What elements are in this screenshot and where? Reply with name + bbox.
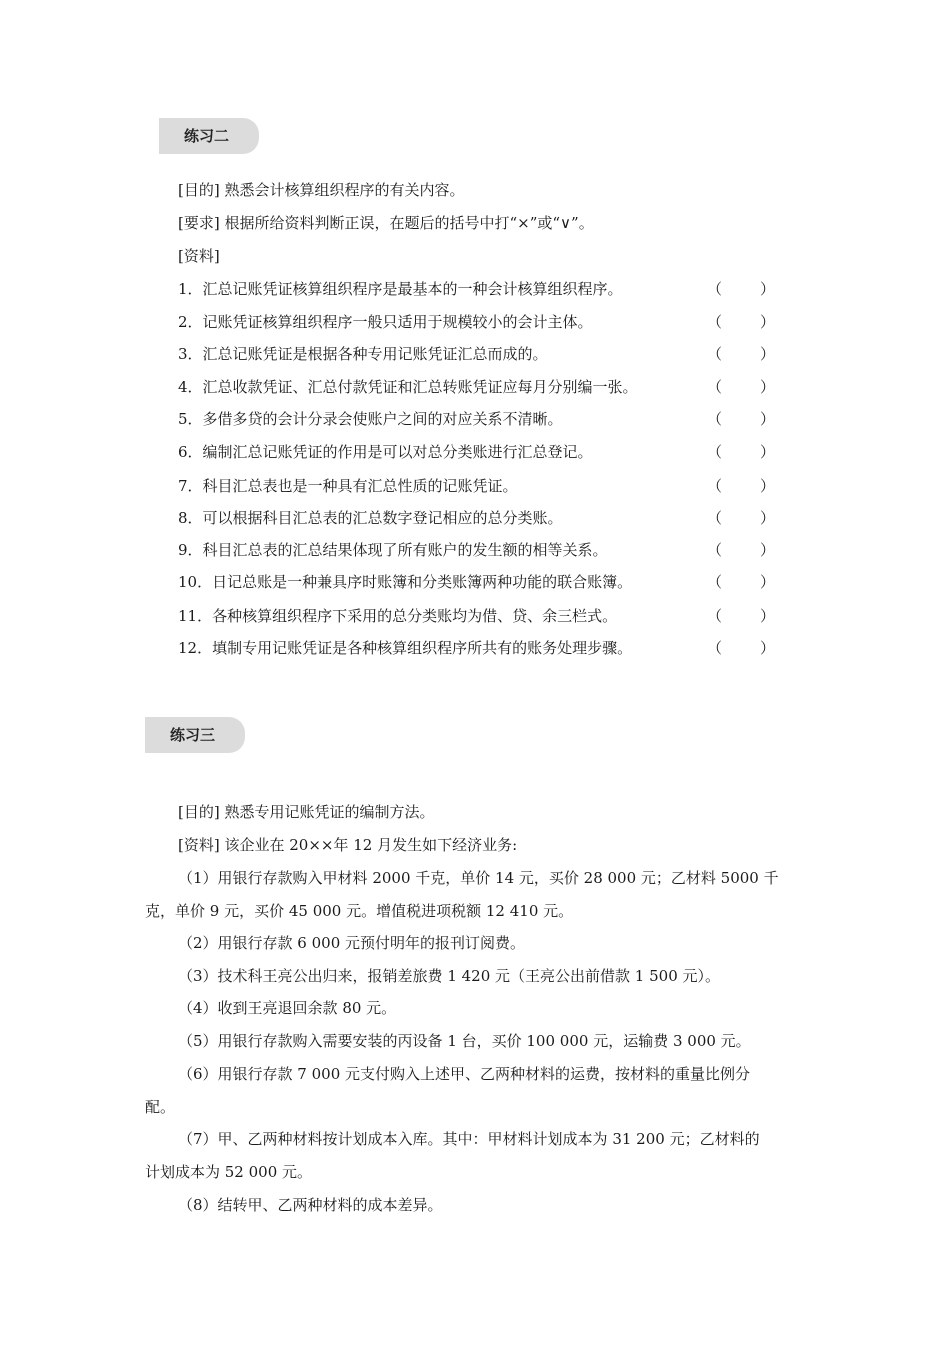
exercise-3-tab: 练习三 [145, 717, 245, 753]
answer-blank[interactable]: （ ） [707, 541, 776, 559]
answer-blank[interactable]: （ ） [707, 573, 776, 591]
answer-blank[interactable]: （ ） [707, 443, 776, 461]
answer-blank[interactable]: （ ） [707, 345, 776, 363]
exercise-2-materials-label: [资料] [178, 247, 220, 265]
list-item: 10．日记总账是一种兼具序时账簿和分类账簿两种功能的联合账簿。 [178, 573, 633, 591]
answer-blank[interactable]: （ ） [707, 378, 776, 396]
paragraph-line: （3）技术科王亮公出归来，报销差旅费 1 420 元（王亮公出前借款 1 500 元）。 [178, 967, 721, 985]
paragraph-line: （8）结转甲、乙两种材料的成本差异。 [178, 1196, 443, 1214]
paragraph-line: （7）甲、乙两种材料按计划成本入库。其中：甲材料计划成本为 31 200 元；乙材料的 [178, 1130, 760, 1148]
answer-blank[interactable]: （ ） [707, 280, 776, 298]
exercise-2-purpose: [目的] 熟悉会计核算组织程序的有关内容。 [178, 181, 465, 199]
paragraph-line: 配。 [145, 1098, 176, 1116]
exercise-2-tab: 练习二 [159, 118, 259, 154]
exercise-3-materials: [资料] 该企业在 20××年 12 月发生如下经济业务: [178, 836, 518, 854]
list-item: 4．汇总收款凭证、汇总付款凭证和汇总转账凭证应每月分别编一张。 [178, 378, 638, 396]
list-item: 9．科目汇总表的汇总结果体现了所有账户的发生额的相等关系。 [178, 541, 608, 559]
paragraph-line: （1）用银行存款购入甲材料 2000 千克，单价 14 元，买价 28 000 元；乙材料 5000 千 [178, 869, 779, 887]
paragraph-line: （6）用银行存款 7 000 元支付购入上述甲、乙两种材料的运费，按材料的重量比例分 [178, 1065, 751, 1083]
paragraph-line: （2）用银行存款 6 000 元预付明年的报刊订阅费。 [178, 934, 526, 952]
exercise-3-purpose: [目的] 熟悉专用记账凭证的编制方法。 [178, 803, 435, 821]
list-item: 2．记账凭证核算组织程序一般只适用于规模较小的会计主体。 [178, 313, 593, 331]
list-item: 3．汇总记账凭证是根据各种专用记账凭证汇总而成的。 [178, 345, 548, 363]
paragraph-line: 计划成本为 52 000 元。 [145, 1163, 313, 1181]
answer-blank[interactable]: （ ） [707, 509, 776, 527]
exercise-2-requirement: [要求] 根据所给资料判断正误，在题后的括号中打“×”或“∨”。 [178, 214, 594, 232]
list-item: 5．多借多贷的会计分录会使账户之间的对应关系不清晰。 [178, 410, 563, 428]
list-item: 7．科目汇总表也是一种具有汇总性质的记账凭证。 [178, 477, 518, 495]
answer-blank[interactable]: （ ） [707, 477, 776, 495]
list-item: 8．可以根据科目汇总表的汇总数字登记相应的总分类账。 [178, 509, 563, 527]
answer-blank[interactable]: （ ） [707, 639, 776, 657]
answer-blank[interactable]: （ ） [707, 410, 776, 428]
answer-blank[interactable]: （ ） [707, 607, 776, 625]
paragraph-line: （4）收到王亮退回余款 80 元。 [178, 999, 397, 1017]
answer-blank[interactable]: （ ） [707, 313, 776, 331]
list-item: 12．填制专用记账凭证是各种核算组织程序所共有的账务处理步骤。 [178, 639, 633, 657]
list-item: 1．汇总记账凭证核算组织程序是最基本的一种会计核算组织程序。 [178, 280, 623, 298]
paragraph-line: （5）用银行存款购入需要安装的丙设备 1 台，买价 100 000 元，运输费 3 000 元。 [178, 1032, 751, 1050]
paragraph-line: 克，单价 9 元，买价 45 000 元。增值税进项税额 12 410 元。 [145, 902, 574, 920]
list-item: 11．各种核算组织程序下采用的总分类账均为借、贷、余三栏式。 [178, 607, 618, 625]
list-item: 6．编制汇总记账凭证的作用是可以对总分类账进行汇总登记。 [178, 443, 593, 461]
